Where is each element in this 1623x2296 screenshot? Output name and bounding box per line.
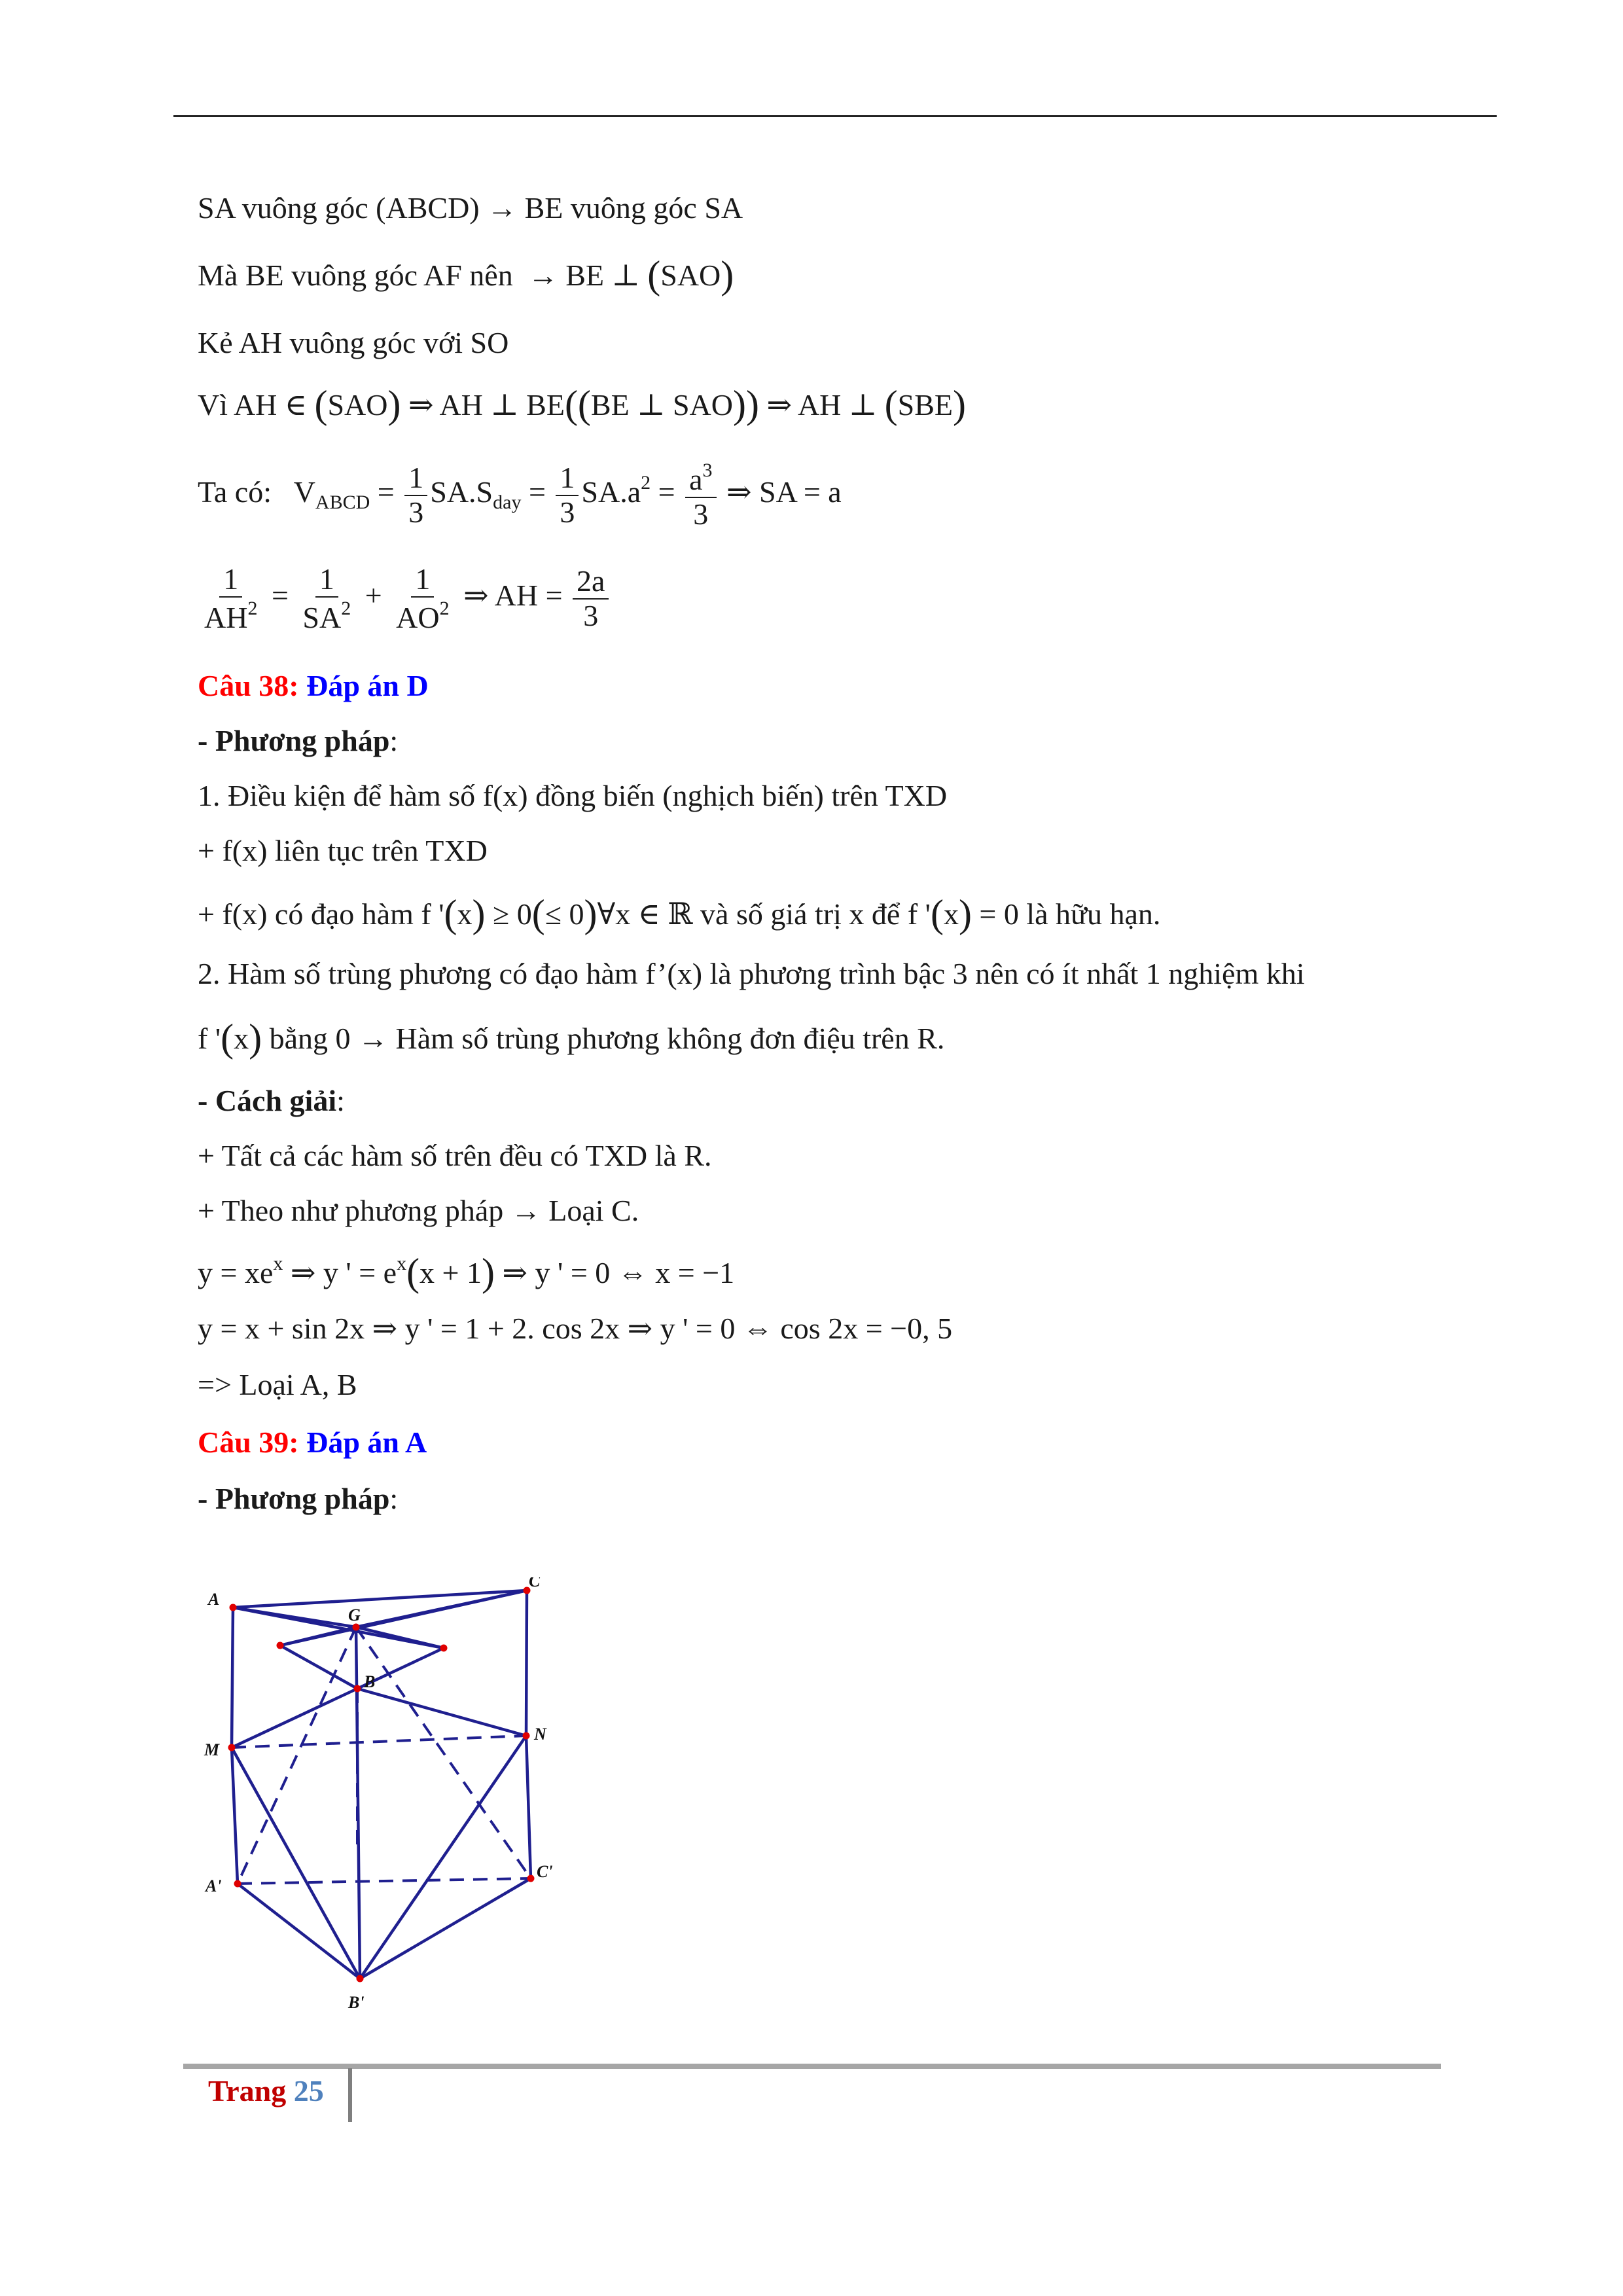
prism-diagram xyxy=(196,1577,602,2022)
point-b1 xyxy=(357,1975,364,1982)
footer-divider xyxy=(348,2068,352,2122)
vertex-points xyxy=(228,1587,535,1982)
height-formula: $\frac{1}{AH^2}$ = $\frac{1}{SA^2}$ + $\frac{1}{AO^2}$ ⇒ AH = $\frac{2a}{3}$ xyxy=(198,563,611,634)
text-line: + Tất cả các hàm số trên đều có TXD là R. xyxy=(198,1139,712,1172)
edge-mb xyxy=(232,1689,357,1748)
text-line: Vì AH ∈ (SAO) ⇒ AH ⊥ BE((BE ⊥ SAO)) ⇒ AH ⊥ (SBE) xyxy=(198,383,967,426)
fraction: $\frac{1}{AO^2}$ xyxy=(396,562,450,634)
label-a: A xyxy=(208,1590,220,1609)
fraction: $\frac{1}{3}$ xyxy=(556,461,579,529)
method-heading: - Phương pháp: xyxy=(198,1482,399,1515)
point-m xyxy=(228,1744,236,1751)
solution-heading: - Cách giải: xyxy=(198,1084,345,1117)
question-38-heading: Câu 38: Đáp án D xyxy=(198,669,429,702)
text-line: 1. Điều kiện để hàm số f(x) đồng biến (nghịch biến) trên TXD xyxy=(198,779,948,812)
edge-nb xyxy=(357,1689,526,1736)
edge-am xyxy=(232,1607,233,1748)
point-g xyxy=(353,1624,360,1631)
footer-rule xyxy=(183,2064,1441,2069)
text-line: SA vuông góc (ABCD) → BE vuông góc SA xyxy=(198,191,743,224)
label-m: M xyxy=(204,1740,220,1759)
text-line: => Loại A, B xyxy=(198,1368,357,1401)
point-a xyxy=(230,1604,237,1611)
text-line: + f(x) liên tục trên TXD xyxy=(198,834,488,867)
label-g: G xyxy=(348,1605,361,1624)
label-b1: B' xyxy=(348,1993,365,2012)
header-rule xyxy=(173,115,1497,117)
page-number: 25 xyxy=(293,2074,324,2108)
fraction: $\frac{1}{SA^2}$ xyxy=(302,562,351,634)
prism-figure xyxy=(196,1577,602,2026)
edge-gb1 xyxy=(356,1627,360,1979)
derivative-line: $y = xe^x$ ⇒ y ' = $e^x(x + 1)$ ⇒ y ' = 0 ⇔ x = −1 xyxy=(198,1251,735,1294)
text-line: Mà BE vuông góc AF nên → BE ⊥ (SAO) xyxy=(198,253,734,296)
edge-ma1 xyxy=(232,1748,238,1884)
question-39-heading: Câu 39: Đáp án A xyxy=(198,1426,427,1459)
fraction: $\frac{a^3}{3}$ xyxy=(685,459,716,531)
label-a1: A' xyxy=(205,1876,222,1895)
edge-nb1 xyxy=(360,1736,526,1979)
edge-a1b1 xyxy=(238,1884,360,1979)
edge-nc1 xyxy=(526,1736,531,1878)
method-heading: - Phương pháp: xyxy=(198,724,399,757)
text-line: + f(x) có đạo hàm f '(x) ≥ 0(≤ 0)∀x ∈ ℝ và số giá trị x để f '(x) = 0 là hữu hạn. xyxy=(198,892,1161,935)
label-c: C xyxy=(529,1577,541,1590)
page-footer xyxy=(208,2073,324,2108)
point-a1 xyxy=(234,1880,241,1888)
label-c1: C' xyxy=(537,1862,553,1881)
point-b xyxy=(354,1685,361,1693)
footer-label: Trang xyxy=(208,2074,287,2108)
fraction: $\frac{1}{3}$ xyxy=(404,461,427,529)
label-b: B xyxy=(364,1672,376,1691)
label-n: N xyxy=(534,1725,546,1744)
fraction: $\frac{2a}{3}$ xyxy=(573,565,609,632)
text-line: 2. Hàm số trùng phương có đạo hàm f’(x) là phương trình bậc 3 nên có ít nhất 1 nghiệm khi xyxy=(198,957,1305,990)
text-line: f '(x) bằng 0 → Hàm số trùng phương không đơn điệu trên R. xyxy=(198,1016,945,1060)
derivative-line: y = x + sin 2x ⇒ y ' = 1 + 2. cos 2x ⇒ y ' = 0 ⇔ cos 2x = −0, 5 xyxy=(198,1312,953,1345)
volume-formula: Ta có: $V_{ABCD}$ = $\frac{1}{3}$ $SA.S_{day}$ = $\frac{1}{3}$ $SA.a^2$ = $\frac{a^3}{3}$ ⇒ SA = a xyxy=(198,459,842,531)
edge-c1b1 xyxy=(360,1878,531,1979)
text-line: Kẻ AH vuông góc với SO xyxy=(198,326,509,359)
fraction: $\frac{1}{AH^2}$ xyxy=(204,562,258,634)
point-c1 xyxy=(527,1875,535,1882)
text-line: + Theo như phương pháp → Loại C. xyxy=(198,1194,639,1227)
edge-cn xyxy=(526,1590,527,1736)
edge-mb1 xyxy=(232,1748,360,1979)
point-n xyxy=(523,1732,530,1740)
